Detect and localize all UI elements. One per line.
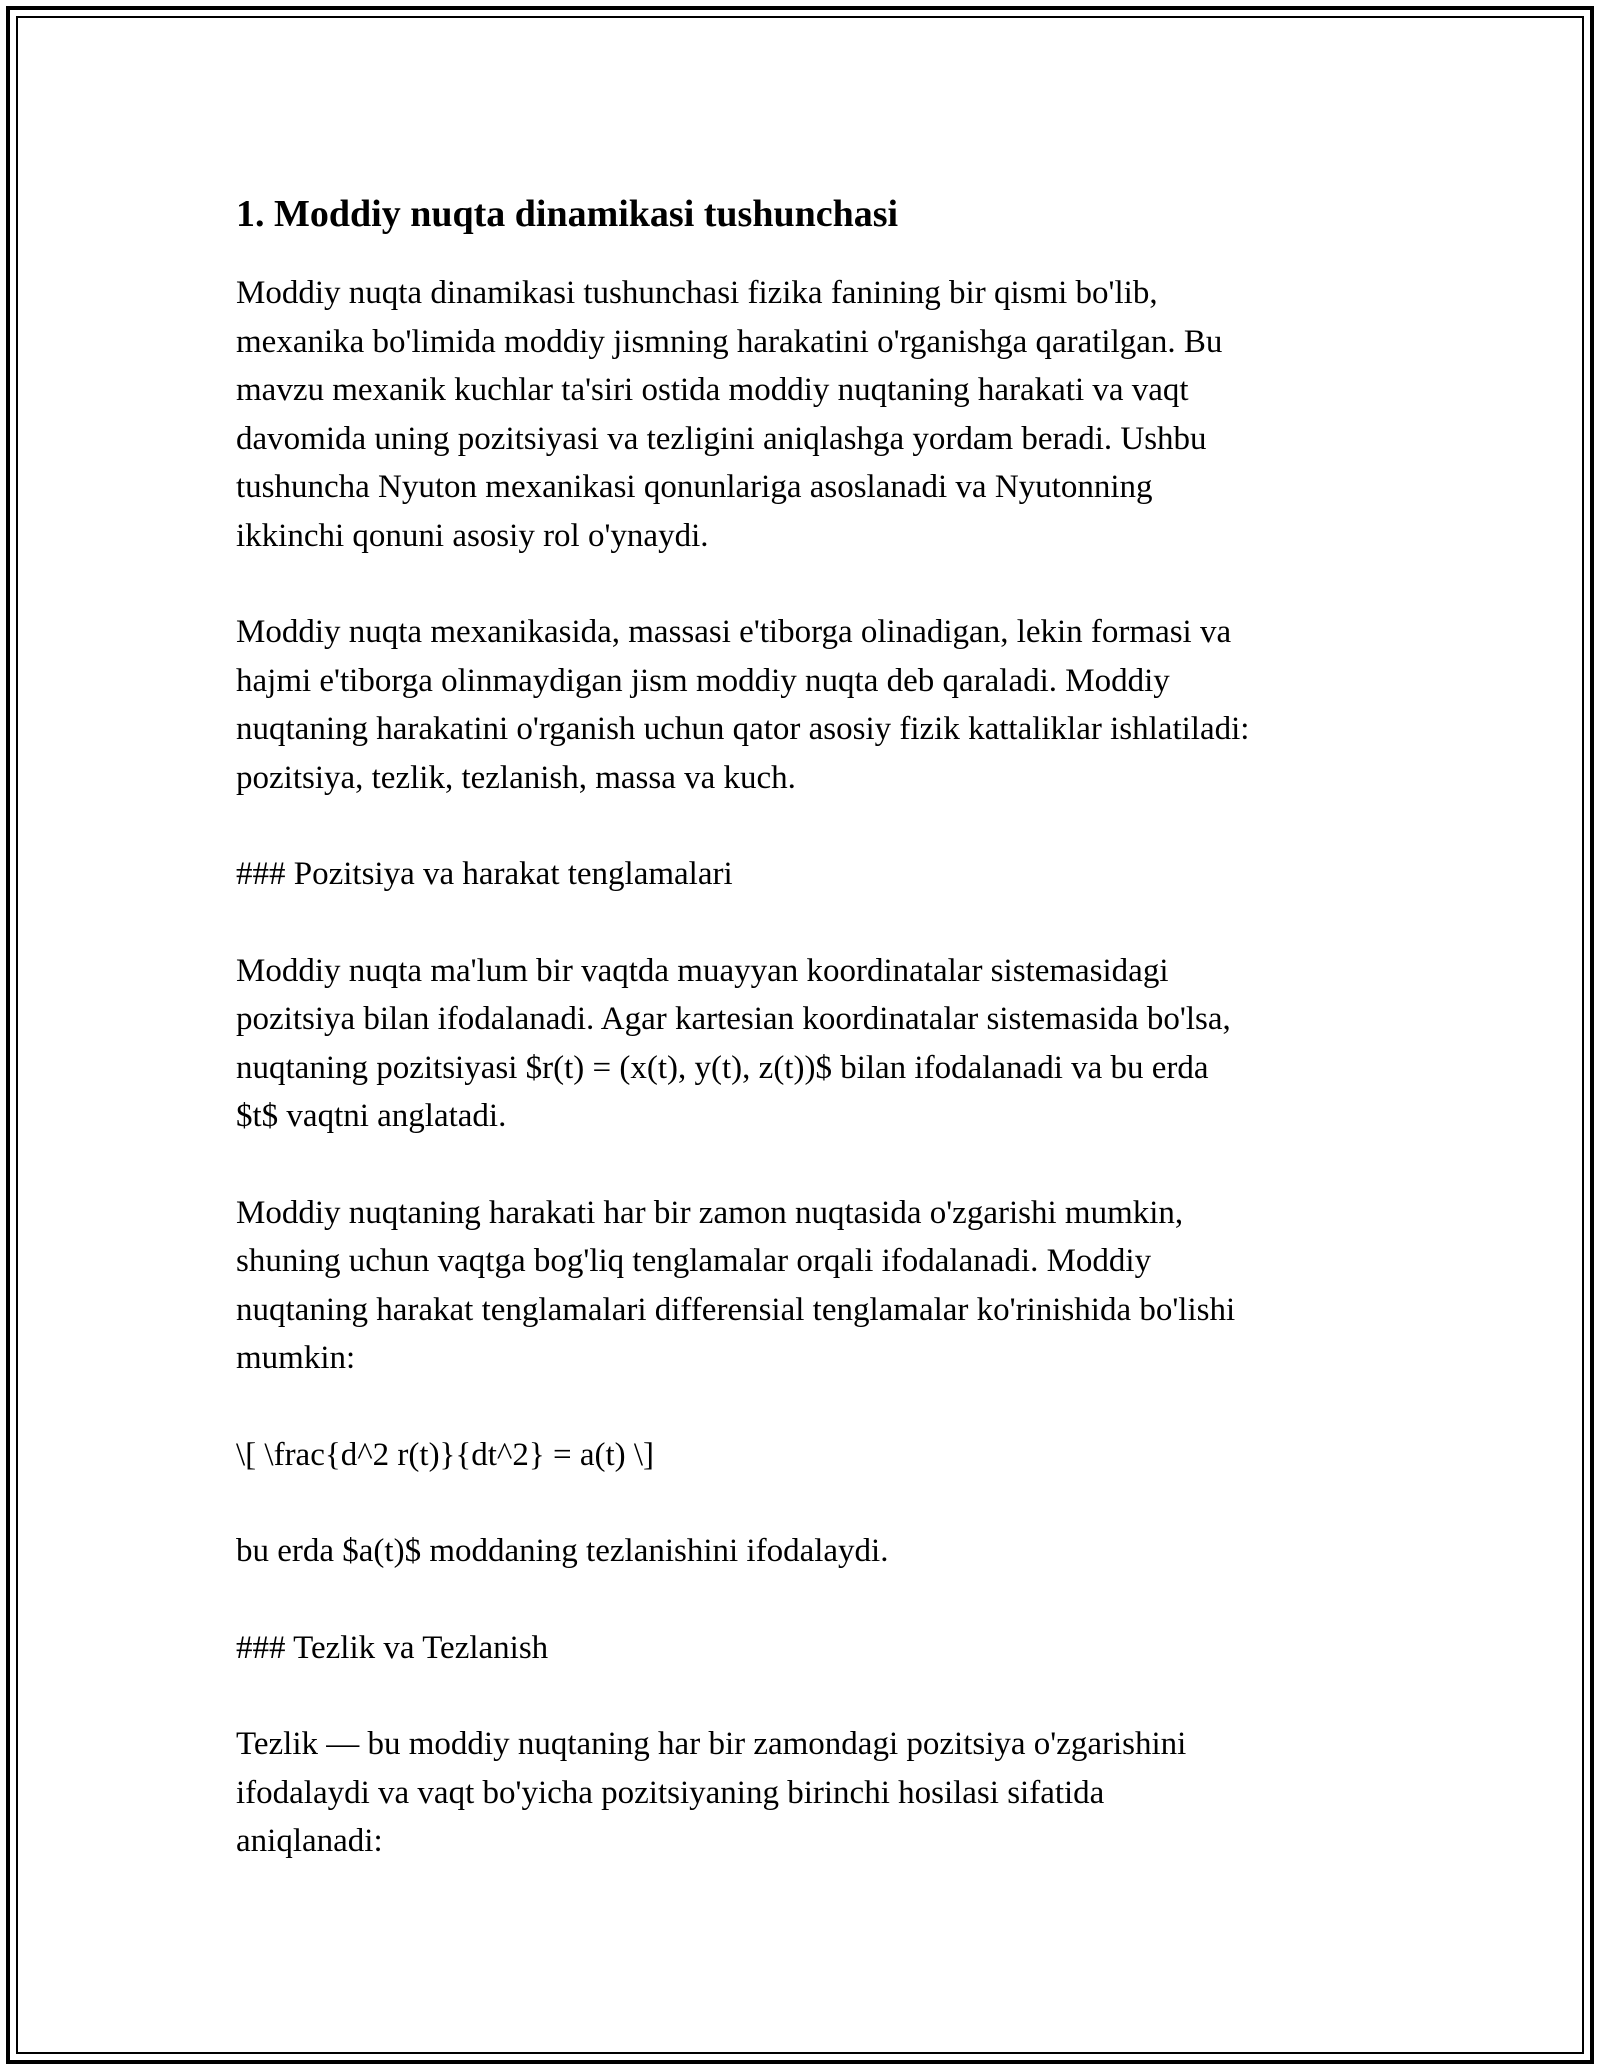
document-title: 1. Moddiy nuqta dinamikasi tushunchasi: [236, 193, 899, 235]
document-body: [236, 185, 1366, 1914]
equation-acceleration: \[ \frac{d^2 r(t)}{dt^2} = a(t) \]: [236, 1436, 655, 1473]
subheading-position-equations: ### Pozitsiya va harakat tenglamalari: [236, 856, 733, 892]
paragraph-position: Moddiy nuqta ma'lum bir vaqtda muayyan koordinatalar sistemasidagi pozitsiya bilan ifodalanadi. Agar kartesian koordinatalar sistemasida bo'lsa, nuqtaning pozitsiyasi $r(t) = (x(t), y(t), z(t))$ bilan ifodalanadi va bu erda $t$ vaqtni anglatadi.: [236, 952, 1231, 1134]
paragraph-acceleration-note: bu erda $a(t)$ moddaning tezlanishini ifodalaydi.: [236, 1533, 889, 1569]
paragraph-intro: Moddiy nuqta dinamikasi tushunchasi fizika fanining bir qismi bo'lib, mexanika bo'limida moddiy jismning harakatini o'rganishga qaratilgan. Bu mavzu mexanik kuchlar ta'siri ostida moddiy nuqtaning harakati va vaqt davomida uning pozitsiyasi va tezligini aniqlashga yordam beradi. Ushbu tushuncha Nyuton mexanikasi qonunlariga asoslanadi va Nyutonning ikkinchi qonuni asosiy rol o'ynaydi.: [236, 275, 1223, 554]
paragraph-velocity: Tezlik — bu moddiy nuqtaning har bir zamondagi pozitsiya o'zgarishini ifodalaydi va vaqt bo'yicha pozitsiyaning birinchi hosilasi sifatida aniqlanadi:: [236, 1726, 1187, 1859]
subheading-velocity-acceleration: ### Tezlik va Tezlanish: [236, 1629, 549, 1666]
paragraph-material-point: Moddiy nuqta mexanikasida, massasi e'tiborga olinadigan, lekin formasi va hajmi e'tiborga olinmaydigan jism moddiy nuqta deb qaraladi. Moddiy nuqtaning harakatini o'rganish uchun qator asosiy fizik kattaliklar ishlatiladi: pozitsiya, tezlik, tezlanish, massa va kuch.: [236, 614, 1250, 796]
paragraph-motion-equations: Moddiy nuqtaning harakati har bir zamon nuqtasida o'zgarishi mumkin, shuning uchun vaqtga bog'liq tenglamalar orqali ifodalanadi. Moddiy nuqtaning harakat tenglamalari differensial tenglamalar ko'rinishida bo'lishi mumkin:: [236, 1194, 1236, 1376]
